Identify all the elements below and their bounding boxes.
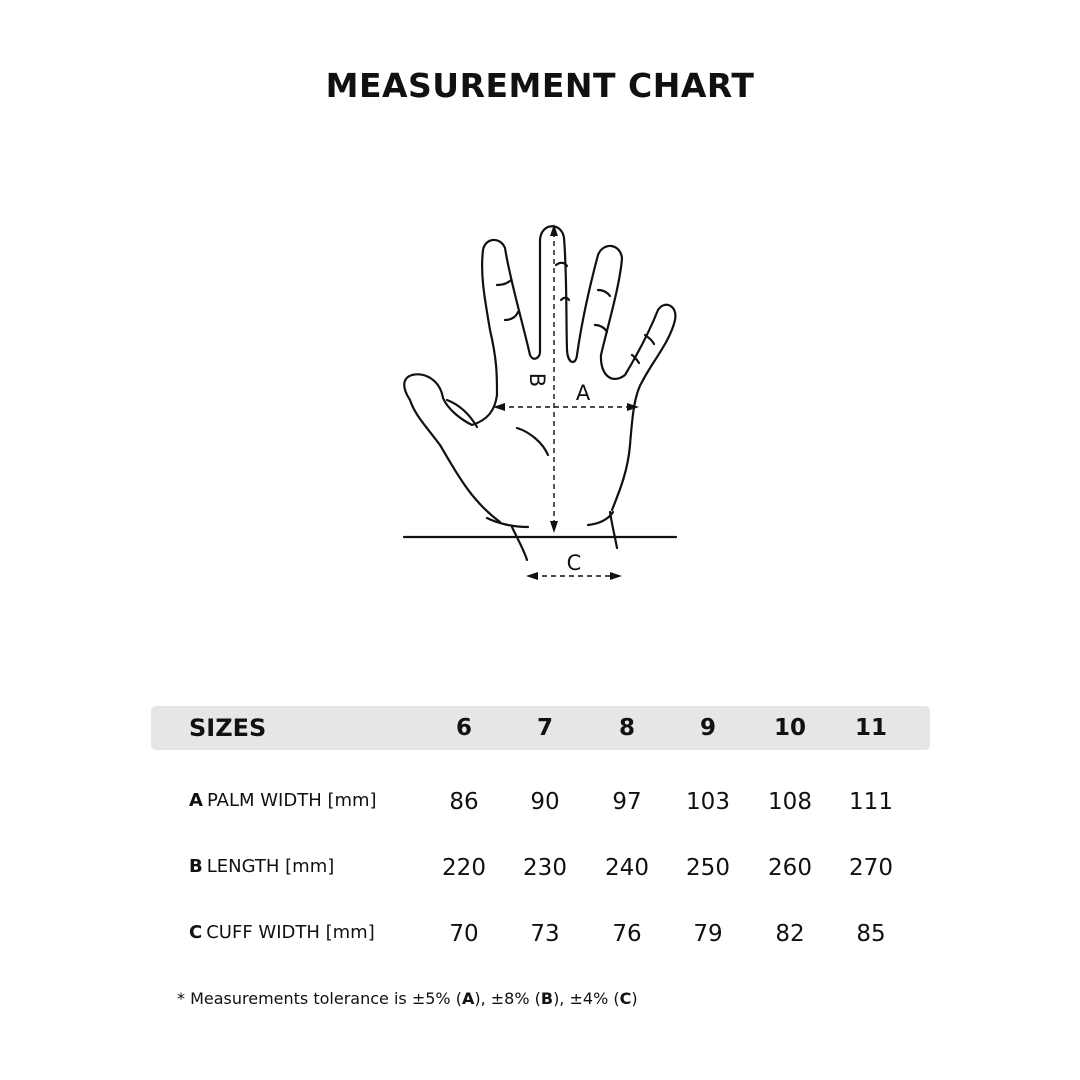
footnote-letter: A bbox=[461, 989, 475, 1008]
page-title: MEASUREMENT CHART bbox=[325, 66, 755, 105]
table-row-palm-width bbox=[151, 778, 930, 844]
row-label bbox=[189, 790, 377, 811]
row-label-text: PALM WIDTH [mm] bbox=[206, 790, 377, 811]
table-row-cuff-width bbox=[151, 910, 930, 976]
label-b: B bbox=[525, 372, 549, 388]
row-letter: B bbox=[189, 856, 203, 877]
size-header: 6 bbox=[455, 715, 472, 741]
table-cell: 90 bbox=[530, 789, 560, 815]
table-cell: 103 bbox=[686, 789, 730, 815]
size-header: 7 bbox=[536, 715, 553, 741]
table-cell: 260 bbox=[768, 855, 812, 881]
table-cell: 111 bbox=[849, 789, 893, 815]
size-header: 9 bbox=[699, 715, 716, 741]
footnote-text: ) bbox=[631, 989, 638, 1008]
size-table bbox=[151, 706, 930, 976]
table-cell: 240 bbox=[605, 855, 649, 881]
label-a: A bbox=[575, 381, 591, 405]
table-cell: 70 bbox=[449, 921, 479, 947]
table-cell: 85 bbox=[856, 921, 886, 947]
table-cell: 76 bbox=[612, 921, 642, 947]
size-header: 8 bbox=[618, 715, 635, 741]
table-cell: 270 bbox=[849, 855, 893, 881]
footnote-letter: C bbox=[619, 989, 632, 1008]
hand-diagram bbox=[380, 200, 700, 600]
sizes-heading: SIZES bbox=[189, 714, 267, 742]
table-row-length bbox=[151, 844, 930, 910]
tolerance-footnote bbox=[177, 989, 638, 1008]
table-cell: 79 bbox=[693, 921, 723, 947]
table-cell: 250 bbox=[686, 855, 730, 881]
table-cell: 86 bbox=[449, 789, 479, 815]
table-cell: 230 bbox=[523, 855, 567, 881]
hand-outline-illustration bbox=[380, 200, 700, 600]
table-header-row bbox=[151, 706, 930, 750]
footnote-text: * Measurements tolerance is ±5% ( bbox=[177, 989, 462, 1008]
table-cell: 108 bbox=[768, 789, 812, 815]
row-letter: C bbox=[189, 922, 203, 943]
row-label bbox=[189, 922, 375, 943]
table-cell: 97 bbox=[612, 789, 642, 815]
size-header: 11 bbox=[854, 715, 887, 741]
footnote-text: ), ±4% ( bbox=[553, 989, 620, 1008]
table-cell: 82 bbox=[775, 921, 805, 947]
table-cell: 73 bbox=[530, 921, 560, 947]
row-label-text: LENGTH [mm] bbox=[206, 856, 335, 877]
row-letter: A bbox=[189, 790, 203, 811]
footnote-text: ), ±8% ( bbox=[474, 989, 541, 1008]
footnote-letter: B bbox=[540, 989, 554, 1008]
table-cell: 220 bbox=[442, 855, 486, 881]
label-c: C bbox=[566, 551, 582, 575]
row-label bbox=[189, 856, 334, 877]
row-label-text: CUFF WIDTH [mm] bbox=[206, 922, 375, 943]
size-header: 10 bbox=[773, 715, 806, 741]
